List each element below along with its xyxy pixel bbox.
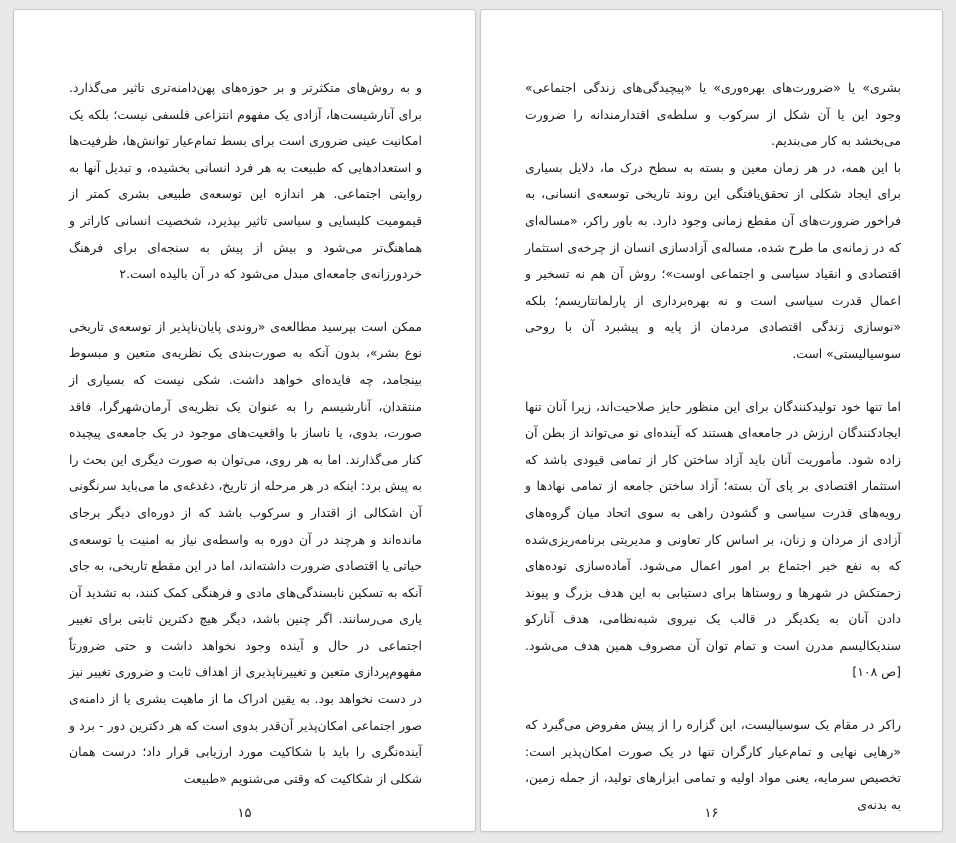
page-15 xyxy=(13,9,476,832)
page-number: ۱۶ xyxy=(704,806,719,821)
paragraph: با این همه، در هر زمان معین و بسته به سطح درک ما، دلایل بسیاری برای ایجاد شکلی از تحقق‌یافتگی این روند تاریخی توسعه‌ی انسانی، به فراخور ضرورت‌های آن مقطع زمانی وجود دارد. به باور راکر، «مساله‌ای که در زمانه‌ی ما طرح شده، مساله‌ی آزادسازی انسان از چرخه‌ی استثمار اقتصادی و انقیاد سیاسی و اجتماعی اوست»؛ روش آن هم نه تسخیر و اعمال قدرت سیاسی است و نه بهره‌برداری از پارلمانتاریسم؛ بلکه «نوسازی زندگی اقتصادی مردمان از پایه و پیشبرد آن با روحی سوسیالیستی» است. xyxy=(525,159,901,361)
page-text-block xyxy=(525,75,901,818)
paragraph: ممکن است بپرسید مطالعه‌ی «روندی پایان‌ناپذیر از توسعه‌ی تاریخی نوع بشر»، بدون آنکه به صورت‌بندی یک نظریه‌ی متعین و مبسوط بینجامد، چه فایده‌ای خواهد داشت. شکی نیست که بسیاری از منتقدان، آنارشیسم را به عنوان یک نظریه‌ی آرمان‌شهرگرا، فاقد صورت، بدوی، یا ناساز با واقعیت‌های موجود در یک جامعه‌ی پیچیده کنار می‌گذارند. اما به هر روی، می‌توان به صورت دیگری این بحث را به پیش برد: اینکه در هر مرحله از تاریخ، دغدغه‌ی ما می‌باید سرنگونی آن اشکالی از اقتدار و سرکوب باشد که از دوره‌ای دیگر برجای مانده‌اند و هرچند در آن دوره به واسطه‌ی نیاز به امنیت یا توسعه‌ی حیاتی یا اقتصادی ضرورت داشته‌اند، اما در این مقطع تاریخی، به جای آنکه به تسکین نابسندگی‌های مادی و فرهنگی کمک کنند، به تشدید آن یاری می‌رسانند. اگر چنین باشد، دیگر هیچ دکترین ثابتی برای تغییر اجتماعی در حال و آینده وجود نخواهد داشت و حتی ضرورتاً مفهوم‌پردازی متعین و تغییرناپذیری از اهداف ثابت و ضروری تغییر نیز در دست نخواهد بود. به یقین ادراک ما از ماهیت بشری یا از دامنه‌ی صور اجتماعی امکان‌پذیر آن‌قدر بدوی است که هر دکترین دور - برد و آینده‌نگری را باید با شکاکیت مورد ارزیابی قرار داد؛ درست همان شکلی از شکاکیت که وقتی می‌شنویم «طبیعت xyxy=(69,318,422,786)
page-number: ۱۵ xyxy=(237,806,252,821)
paragraph: راکر در مقام یک سوسیالیست، این گزاره را از پیش مفروض می‌گیرد که «رهایی نهایی و تمام‌عیار کارگران تنها در یک صورت امکان‌پذیر است: تخصیص سرمایه، یعنی مواد اولیه و تمامی ابزارهای تولید، از جمله زمین، به بدنه‌ی xyxy=(525,717,901,812)
paragraph: و به روش‌های متکثرتر و بر حوزه‌های پهن‌دامنه‌تری تاثیر می‌گذارد. برای آنارشیست‌ها، آزادی یک مفهوم انتزاعی فلسفی نیست؛ بلکه یک امکانیت عینی ضروری است برای بسط تمام‌عیار توانش‌ها، ظرفیت‌ها و استعدادهایی که طبیعت به هر فرد انسانی بخشیده، و تبدیل آنها به روایتی اجتماعی. هر اندازه این توسعه‌ی طبیعی بشری کمتر از قیمومیت کلیسایی و سیاسی تاثیر بپذیرد، شخصیت انسانی کاراتر و هماهنگ‌تر می‌شود و بیش از پیش به سنجه‌ای برای فرهنگ خردورزانه‌ی جامعه‌ای مبدل می‌شود که در آن بالیده است.۲ xyxy=(69,80,422,282)
paragraph: بشری» یا «ضرورت‌های بهره‌وری» یا «پیچیدگی‌های زندگی اجتماعی» وجود این یا آن شکل از سرکوب و سلطه‌ی اقتدارمندانه را ضرورت می‌بخشد به کار می‌بندیم. xyxy=(525,80,901,149)
page-text-block xyxy=(69,75,422,792)
paragraph: اما تنها خود تولیدکنندگان برای این منظور حایز صلاحیت‌اند، زیرا آنان تنها ایجادکنندگان ارزش در جامعه‌ای هستند که آینده‌ای نو می‌تواند از بطن آن زاده شود. مأموریت آنان باید آزاد ساختن کار از تمامی قیودی باشد که استثمار اقتصادی بر پای آن بسته؛ آزاد ساختن جامعه از تمامی نهادها و رویه‌های قدرت سیاسی و گشودن راهی به سوی اتحاد میان گروه‌های آزادی از مردان و زنان، بر اساس کار تعاونی و مدیریتی برنامه‌ریزی‌شده که به نفع خیر اجتماع بر امور اعمال می‌شود. آماده‌سازی توده‌های زحمتکش در شهرها و روستاها برای دستیابی به این هدف بزرگ و پیوند دادن آنان به یکدیگر در قالب یک نیروی شبه‌نظامی، هدف آنارکو سندیکالیسم مدرن است و تمام توان آن مصروف همین هدف می‌شود. [ص ۱۰۸] xyxy=(525,398,901,680)
page-16 xyxy=(480,9,943,832)
